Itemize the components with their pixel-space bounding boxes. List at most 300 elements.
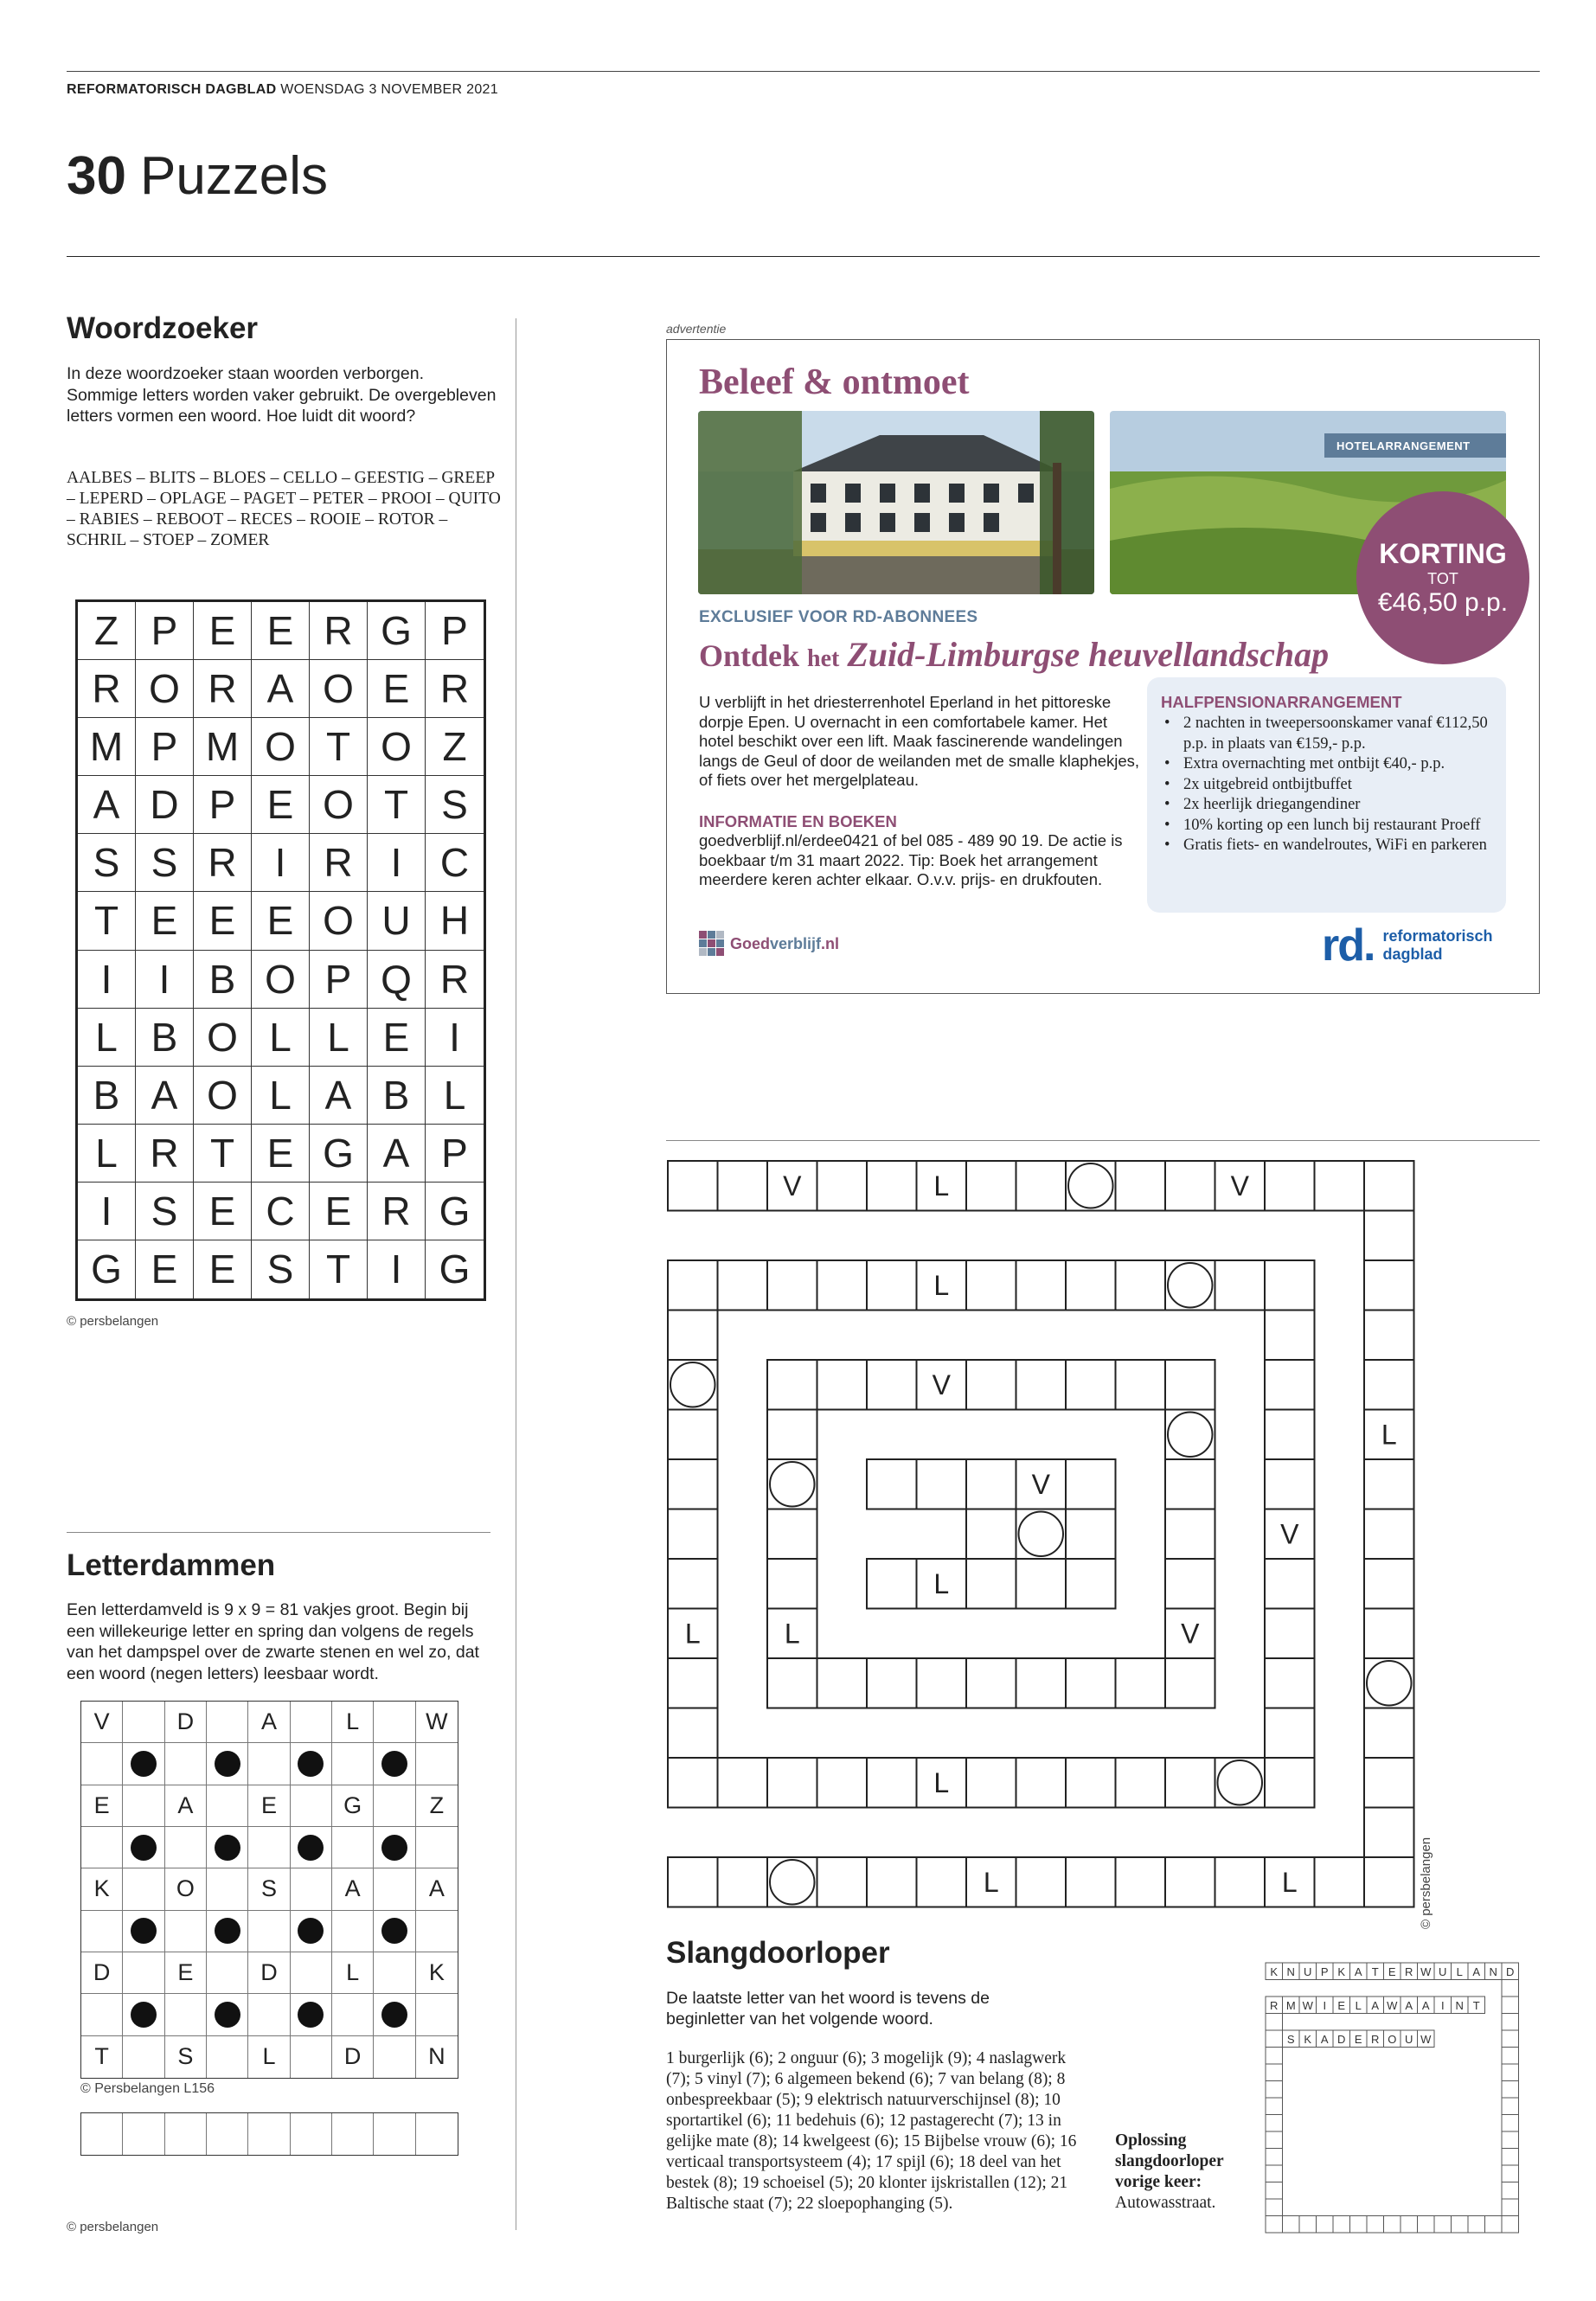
letterdammen-empty-cell <box>165 1911 207 1952</box>
letterdammen-empty-cell <box>123 1702 164 1743</box>
woordzoeker-cell: L <box>252 1009 310 1067</box>
woordzoeker-cell: I <box>78 1183 136 1240</box>
snake-cell[interactable] <box>767 1360 817 1410</box>
snake-cell[interactable] <box>668 1509 718 1560</box>
letterdammen-letter: E <box>81 1785 123 1827</box>
snake-cell[interactable] <box>668 1758 718 1808</box>
snake-cell[interactable] <box>1016 1658 1067 1708</box>
hotel-photo <box>698 411 1094 594</box>
rd-logo-line: reformatorisch <box>1382 927 1493 945</box>
snake-cell[interactable] <box>1265 1758 1315 1808</box>
snake-cell[interactable] <box>668 1559 718 1609</box>
solution-cell <box>1266 2081 1283 2099</box>
snake-cell[interactable] <box>767 1758 817 1808</box>
discount-circle <box>1356 491 1529 664</box>
woordzoeker-cell: D <box>136 776 194 834</box>
page-title <box>67 145 328 207</box>
snake-cell[interactable] <box>1165 1857 1215 1907</box>
snake-cell[interactable] <box>867 1857 917 1907</box>
letterdammen-letter: E <box>165 1952 207 1994</box>
letterdammen-empty-cell <box>207 1868 248 1910</box>
snake-cell[interactable] <box>817 1758 868 1808</box>
ad-info-heading: INFORMATIE EN BOEKEN <box>699 812 897 830</box>
snake-cell[interactable] <box>668 1161 718 1211</box>
rd-logo-mark: rd. <box>1322 920 1375 971</box>
solution-letter: A <box>1421 1998 1430 2012</box>
snake-cell[interactable] <box>1066 1459 1116 1509</box>
letterdammen-answer-row[interactable] <box>80 2112 458 2156</box>
solution-label-text: Oplossing slangdoorloper vorige keer: <box>1115 2131 1224 2191</box>
woordzoeker-cell: R <box>78 660 136 718</box>
snake-cell[interactable] <box>966 1559 1016 1609</box>
woordzoeker-cell: Z <box>78 602 136 660</box>
snake-cell[interactable] <box>668 1311 718 1361</box>
snake-cell[interactable] <box>1265 1410 1315 1460</box>
woordzoeker-cell: E <box>368 1009 426 1067</box>
woordzoeker-cell: I <box>426 1009 484 1067</box>
solution-cell <box>1350 2216 1368 2234</box>
woordzoeker-cell: A <box>136 1067 194 1125</box>
snake-cell[interactable] <box>1265 1559 1315 1609</box>
letterdammen-empty-cell <box>81 1743 123 1785</box>
snake-cell[interactable] <box>1165 1658 1215 1708</box>
snake-cell[interactable] <box>1265 1311 1315 1361</box>
snake-cell[interactable] <box>1364 1311 1414 1361</box>
letterdammen-stone <box>374 1743 415 1785</box>
snake-cell[interactable] <box>867 1260 917 1311</box>
snake-cell[interactable] <box>1116 1857 1166 1907</box>
ad-title: Beleef & ontmoet <box>699 362 970 402</box>
snake-cell[interactable] <box>867 1559 917 1609</box>
snake-cell[interactable] <box>1066 1509 1116 1560</box>
woordzoeker-cell: O <box>194 1009 252 1067</box>
snake-cell[interactable] <box>767 1410 817 1460</box>
letterdammen-stone <box>374 1994 415 2035</box>
letterdammen-empty-cell <box>207 2036 248 2078</box>
snake-start-letter: L <box>1381 1419 1397 1451</box>
snake-cell[interactable] <box>917 1857 967 1907</box>
woordzoeker-cell: A <box>310 1067 368 1125</box>
snake-cell[interactable] <box>966 1658 1016 1708</box>
woordzoeker-cell: I <box>78 951 136 1009</box>
snake-cell[interactable] <box>718 1758 768 1808</box>
snake-cell[interactable] <box>1364 1808 1414 1858</box>
woordzoeker-cell: R <box>368 1183 426 1240</box>
snake-cell[interactable] <box>1165 1161 1215 1211</box>
snake-cell[interactable] <box>668 1857 718 1907</box>
snake-cell[interactable] <box>1016 1758 1067 1808</box>
snake-cell[interactable] <box>1165 1509 1215 1560</box>
black-stone-icon <box>215 2002 240 2028</box>
snake-cell[interactable] <box>668 1459 718 1509</box>
snake-cell[interactable] <box>1116 1260 1166 1311</box>
black-stone-icon <box>215 1751 240 1777</box>
solution-cell <box>1266 2216 1283 2234</box>
solution-cell <box>1333 2216 1350 2234</box>
solution-cell <box>1468 2216 1485 2234</box>
goedverblijf-logo[interactable] <box>699 931 839 957</box>
woordzoeker-cell: G <box>310 1125 368 1183</box>
snake-cell[interactable] <box>1364 1161 1414 1211</box>
letterdammen-empty-cell <box>248 1743 290 1785</box>
snake-cell[interactable] <box>966 1509 1016 1560</box>
letterdammen-empty-cell <box>291 1785 332 1827</box>
solution-letter: W <box>1420 2032 1432 2046</box>
snake-cell[interactable] <box>1265 1161 1315 1211</box>
half-pension-item: • 2 nachten in tweepersoonskamer vanaf €112,50 p.p. in plaats van €159,- p.p. <box>1161 714 1492 754</box>
logo-part: .nl <box>821 934 840 952</box>
snake-cell[interactable] <box>668 1360 718 1410</box>
letterdammen-stone <box>374 1827 415 1868</box>
letterdammen-empty-cell <box>207 1785 248 1827</box>
snake-cell[interactable] <box>1364 1211 1414 1261</box>
letterdammen-stone <box>291 1827 332 1868</box>
snake-cell[interactable] <box>1364 1459 1414 1509</box>
solution-cell <box>1266 2048 1283 2065</box>
snake-cell[interactable] <box>1315 1857 1365 1907</box>
snake-cell[interactable] <box>917 1658 967 1708</box>
snake-cell[interactable] <box>1016 1260 1067 1311</box>
snake-cell[interactable] <box>1215 1260 1266 1311</box>
woordzoeker-cell: L <box>310 1009 368 1067</box>
solution-letter: A <box>1472 1965 1481 1978</box>
solution-cell <box>1266 2149 1283 2166</box>
woordzoeker-cell: S <box>136 1183 194 1240</box>
snake-cell[interactable] <box>1066 1857 1116 1907</box>
snake-cell[interactable] <box>867 1161 917 1211</box>
letterdammen-empty-cell <box>291 1868 332 1910</box>
discount-to: TOT <box>1427 570 1458 587</box>
snake-cell[interactable] <box>767 1559 817 1609</box>
letterdammen-letter: D <box>81 1952 123 1994</box>
snake-cell[interactable] <box>1215 1758 1266 1808</box>
letterdammen-empty-cell <box>207 1702 248 1743</box>
solution-letter: W <box>1420 1965 1432 1978</box>
snake-cell[interactable] <box>1165 1360 1215 1410</box>
snake-cell[interactable] <box>1364 1360 1414 1410</box>
snake-cell[interactable] <box>817 1260 868 1311</box>
snake-cell[interactable] <box>966 1161 1016 1211</box>
snake-cell[interactable] <box>817 1658 868 1708</box>
snake-cell[interactable] <box>1066 1559 1116 1609</box>
snake-cell[interactable] <box>1364 1857 1414 1907</box>
snake-cell[interactable] <box>1265 1609 1315 1659</box>
woordzoeker-cell: A <box>252 660 310 718</box>
headline-pre: Ontdek <box>699 638 800 673</box>
solution-letter: A <box>1320 2032 1329 2046</box>
snake-start-letter: L <box>983 1866 999 1898</box>
solution-letter: D <box>1506 1965 1515 1978</box>
black-stone-icon <box>131 2002 157 2028</box>
woordzoeker-cell: O <box>252 951 310 1009</box>
woordzoeker-cell: I <box>368 1240 426 1298</box>
black-stone-icon <box>131 1751 157 1777</box>
snake-cell[interactable] <box>817 1857 868 1907</box>
solution-cell <box>1266 2199 1283 2216</box>
solution-letter: R <box>1405 1965 1413 1978</box>
snake-cell[interactable] <box>867 1758 917 1808</box>
letterdammen-letter: G <box>332 1785 374 1827</box>
snake-cell[interactable] <box>767 1658 817 1708</box>
letterdammen-empty-cell <box>332 1994 374 2035</box>
snake-cell[interactable] <box>1215 1857 1266 1907</box>
solution-letter: T <box>1371 1965 1379 1978</box>
snake-cell[interactable] <box>1364 1260 1414 1311</box>
rd-logo-line: dagblad <box>1382 945 1443 963</box>
ad-headline <box>699 634 1329 675</box>
woordzoeker-cell: E <box>252 892 310 950</box>
solution-cell <box>1266 2165 1283 2182</box>
snake-start-letter: L <box>933 1170 950 1202</box>
snake-cell[interactable] <box>966 1459 1016 1509</box>
section-name: Puzzels <box>139 146 329 206</box>
snake-start-letter: V <box>1181 1618 1200 1650</box>
solution-cell <box>1502 2182 1519 2200</box>
woordzoeker-cell: H <box>426 892 484 950</box>
snake-cell[interactable] <box>1364 1758 1414 1808</box>
letterdammen-letter: K <box>416 1952 458 1994</box>
solution-letter: M <box>1285 1998 1296 2012</box>
woordzoeker-cell: S <box>252 1240 310 1298</box>
solution-cell <box>1502 1980 1519 1997</box>
woordzoeker-cell: R <box>194 660 252 718</box>
snake-cell[interactable] <box>1066 1658 1116 1708</box>
letterdammen-stone <box>207 1827 248 1868</box>
snake-start-letter: V <box>1280 1518 1299 1550</box>
woordzoeker-cell: T <box>194 1125 252 1183</box>
letterdammen-stone <box>123 1994 164 2035</box>
half-pension-box <box>1147 677 1506 913</box>
letterdammen-empty-cell <box>123 1868 164 1910</box>
snake-cell[interactable] <box>718 1260 768 1311</box>
letterdammen-stone <box>123 1827 164 1868</box>
woordzoeker-cell: E <box>194 602 252 660</box>
snake-cell[interactable] <box>1364 1509 1414 1560</box>
snake-cell[interactable] <box>966 1260 1016 1311</box>
snake-cell[interactable] <box>1016 1509 1067 1560</box>
snake-cell[interactable] <box>917 1459 967 1509</box>
snake-cell[interactable] <box>966 1758 1016 1808</box>
snake-cell[interactable] <box>1116 1658 1166 1708</box>
solution-cell <box>1283 2216 1300 2234</box>
snake-cell[interactable] <box>867 1658 917 1708</box>
letterdammen-letter: A <box>165 1785 207 1827</box>
solution-letter: L <box>1456 1965 1463 1978</box>
woordzoeker-cell: S <box>426 776 484 834</box>
snake-cell[interactable] <box>1066 1260 1116 1311</box>
snake-cell[interactable] <box>1016 1360 1067 1410</box>
solution-letter: U <box>1439 1965 1447 1978</box>
snake-cell[interactable] <box>767 1260 817 1311</box>
snake-cell[interactable] <box>1364 1559 1414 1609</box>
snake-cell[interactable] <box>966 1360 1016 1410</box>
solution-letter: T <box>1472 1998 1480 2012</box>
letterdammen-stone <box>123 1911 164 1952</box>
snake-cell[interactable] <box>767 1459 817 1509</box>
letterdammen-empty-cell <box>248 1827 290 1868</box>
solution-letter: N <box>1455 1998 1464 2012</box>
half-pension-item: • Extra overnachting met ontbijt €40,- p.p. <box>1161 754 1492 775</box>
woordzoeker-words: AALBES – BLITS – BLOES – CELLO – GEESTIG – GREEP – LEPERD – OPLAGE – PAGET – PETER – PROOI – QUITO – RABIES – REBOOT – RECES – ROOIE – ROTOR – SCHRIL – STOEP – ZOMER <box>67 469 501 549</box>
letterdammen-empty-cell <box>248 1911 290 1952</box>
rd-logo[interactable] <box>1322 920 1493 971</box>
letterdammen-empty-cell <box>332 1827 374 1868</box>
woordzoeker-cell: L <box>426 1067 484 1125</box>
letterdammen-letter: D <box>165 1702 207 1743</box>
letterdammen-empty-cell <box>207 1952 248 1994</box>
snake-cell[interactable] <box>1016 1559 1067 1609</box>
snake-cell[interactable] <box>1116 1360 1166 1410</box>
woordzoeker-cell: P <box>136 718 194 776</box>
solution-letter: R <box>1371 2032 1380 2046</box>
woordzoeker-cell: B <box>136 1009 194 1067</box>
letterdammen-letter: L <box>332 1952 374 1994</box>
woordzoeker-cell: S <box>78 834 136 892</box>
snake-cell[interactable] <box>867 1459 917 1509</box>
solution-letter: E <box>1337 1998 1346 2012</box>
snake-cell[interactable] <box>767 1857 817 1907</box>
snake-cell[interactable] <box>718 1857 768 1907</box>
snake-cell[interactable] <box>1066 1360 1116 1410</box>
letterdammen-stone <box>207 1911 248 1952</box>
woordzoeker-cell: T <box>310 718 368 776</box>
snake-cell[interactable] <box>1315 1161 1365 1211</box>
letterdammen-letter: D <box>332 2036 374 2078</box>
snake-cell[interactable] <box>1265 1360 1315 1410</box>
solution-cell <box>1502 2131 1519 2149</box>
snake-cell[interactable] <box>1165 1410 1215 1460</box>
solution-letter: E <box>1354 2032 1362 2046</box>
letterdammen-empty-cell <box>374 1952 415 1994</box>
snake-cell[interactable] <box>1066 1161 1116 1211</box>
snake-cell[interactable] <box>1066 1758 1116 1808</box>
solution-cell <box>1367 2216 1384 2234</box>
snake-cell[interactable] <box>718 1161 768 1211</box>
snake-start-letter: L <box>684 1618 701 1650</box>
snake-cell[interactable] <box>1165 1559 1215 1609</box>
letterdammen-stone <box>207 1994 248 2035</box>
letterdammen-empty-cell <box>374 2036 415 2078</box>
solution-cell <box>1266 2030 1283 2048</box>
woordzoeker-title: Woordzoeker <box>67 311 259 345</box>
solution-letter: S <box>1286 2032 1295 2046</box>
letterdammen-empty-cell <box>123 1952 164 1994</box>
solution-cell <box>1418 2216 1435 2234</box>
discount-amount: €46,50 p.p. <box>1377 588 1509 617</box>
snake-cell[interactable] <box>1116 1758 1166 1808</box>
letterdammen-letter: D <box>248 1952 290 1994</box>
slangdoorloper-clues: 1 burgerlijk (6); 2 onguur (6); 3 mogelijk (9); 4 naslagwerk (7); 5 vinyl (7); 6 algemeen bekend (6); 7 van belang (8); 8 onbespreekbaar (5); 9 elektrisch natuurverschijnsel (8); 10 sportartikel (6); 11 bedehuis (6); 12 pastagerecht (7); 13 in gelijke mate (8); 14 kwelgeest (6); 15 Bijbelse vrouw (6); 16 verticaal transportsysteem (4); 17 spijl (6); 18 deel van het bestek (8); 19 schoeisel (5); 20 klonter ijskristallen (12); 21 Baltische staat (7); 22 sloepophanging (5). <box>666 2049 1077 2213</box>
snake-cell[interactable] <box>1165 1459 1215 1509</box>
solution-letter: N <box>1286 1965 1295 1978</box>
letterdammen-empty-cell <box>123 1785 164 1827</box>
solution-cell <box>1502 2165 1519 2182</box>
snake-cell[interactable] <box>1265 1658 1315 1708</box>
letterdammen-empty-cell <box>374 1868 415 1910</box>
letterdammen-empty-cell <box>291 2036 332 2078</box>
snake-cell[interactable] <box>1265 1260 1315 1311</box>
letterdammen-stone <box>291 1911 332 1952</box>
black-stone-icon <box>215 1835 240 1861</box>
snake-cell[interactable] <box>1364 1658 1414 1708</box>
woordzoeker-cell: E <box>252 776 310 834</box>
half-pension-item: • Gratis fiets- en wandelroutes, WiFi en parkeren <box>1161 836 1492 856</box>
woordzoeker-cell: B <box>368 1067 426 1125</box>
snake-cell[interactable] <box>668 1708 718 1759</box>
woordzoeker-cell: C <box>426 834 484 892</box>
solution-cell <box>1401 2216 1418 2234</box>
letterdammen-empty-cell <box>165 1827 207 1868</box>
letterdammen-empty-cell <box>81 1994 123 2035</box>
woordzoeker-cell: O <box>310 660 368 718</box>
top-rule <box>67 71 1540 72</box>
snake-cell[interactable] <box>767 1509 817 1560</box>
solution-letter: P <box>1320 1965 1329 1978</box>
woordzoeker-cell: C <box>252 1183 310 1240</box>
woordzoeker-cell: P <box>194 776 252 834</box>
snake-cell[interactable] <box>1016 1857 1067 1907</box>
woordzoeker-cell: O <box>194 1067 252 1125</box>
ad-info-text[interactable]: goedverblijf.nl/erdee0421 of bel 085 - 489 90 19. De actie is boekbaar t/m 31 maart 2022. Tip: Boek het arrangement meerdere keren achter elkaar. O.v.v. prijs- en drukfouten. <box>699 831 1123 888</box>
snake-cell[interactable] <box>1165 1758 1215 1808</box>
letterdammen-empty-cell <box>248 1994 290 2035</box>
solution-cell <box>1502 2030 1519 2048</box>
advertisement[interactable] <box>666 339 1540 994</box>
letterdammen-credit: © persbelangen <box>67 2220 159 2234</box>
goedverblijf-logo-icon <box>699 931 725 957</box>
previous-solution-grid <box>1265 1962 1538 2237</box>
woordzoeker-cell: A <box>78 776 136 834</box>
snake-cell[interactable] <box>1265 1459 1315 1509</box>
ad-exclusive: EXCLUSIEF VOOR RD-ABONNEES <box>699 608 978 626</box>
woordzoeker-cell: G <box>78 1240 136 1298</box>
solution-cell <box>1485 2216 1503 2234</box>
snake-cell[interactable] <box>668 1658 718 1708</box>
letterdammen-letter: T <box>81 2036 123 2078</box>
snake-cell[interactable] <box>1265 1708 1315 1759</box>
snake-cell[interactable] <box>1364 1609 1414 1659</box>
snake-cell[interactable] <box>817 1360 868 1410</box>
woordzoeker-cell: A <box>368 1125 426 1183</box>
woordzoeker-cell: U <box>368 892 426 950</box>
half-pension-item: • 10% korting op een lunch bij restaurant Proeff <box>1161 816 1492 836</box>
letterdammen-empty-cell <box>332 1743 374 1785</box>
half-pension-list <box>1161 714 1492 856</box>
woordzoeker-cell: P <box>136 602 194 660</box>
woordzoeker-cell: O <box>368 718 426 776</box>
solution-cell <box>1266 2131 1283 2149</box>
woordzoeker-cell: O <box>310 776 368 834</box>
solution-cell <box>1266 2014 1283 2031</box>
snake-cell[interactable] <box>668 1260 718 1311</box>
snake-cell[interactable] <box>1364 1708 1414 1759</box>
snake-cell[interactable] <box>1116 1161 1166 1211</box>
snake-cell[interactable] <box>817 1161 868 1211</box>
letterdammen-empty-cell <box>291 1952 332 1994</box>
woordzoeker-cell: E <box>194 1183 252 1240</box>
snake-start-letter: L <box>933 1766 950 1798</box>
snake-cell[interactable] <box>1016 1161 1067 1211</box>
snake-cell[interactable] <box>668 1410 718 1460</box>
discount-label: KORTING <box>1379 538 1507 569</box>
solution-letter: R <box>1270 1998 1279 2012</box>
black-stone-icon <box>298 1751 324 1777</box>
solution-cell <box>1502 2199 1519 2216</box>
headline-main: Zuid-Limburgse heuvellandschap <box>847 635 1330 674</box>
snake-cell[interactable] <box>867 1360 917 1410</box>
letterdammen-stone <box>291 1994 332 2035</box>
snake-cell[interactable] <box>1165 1260 1215 1311</box>
